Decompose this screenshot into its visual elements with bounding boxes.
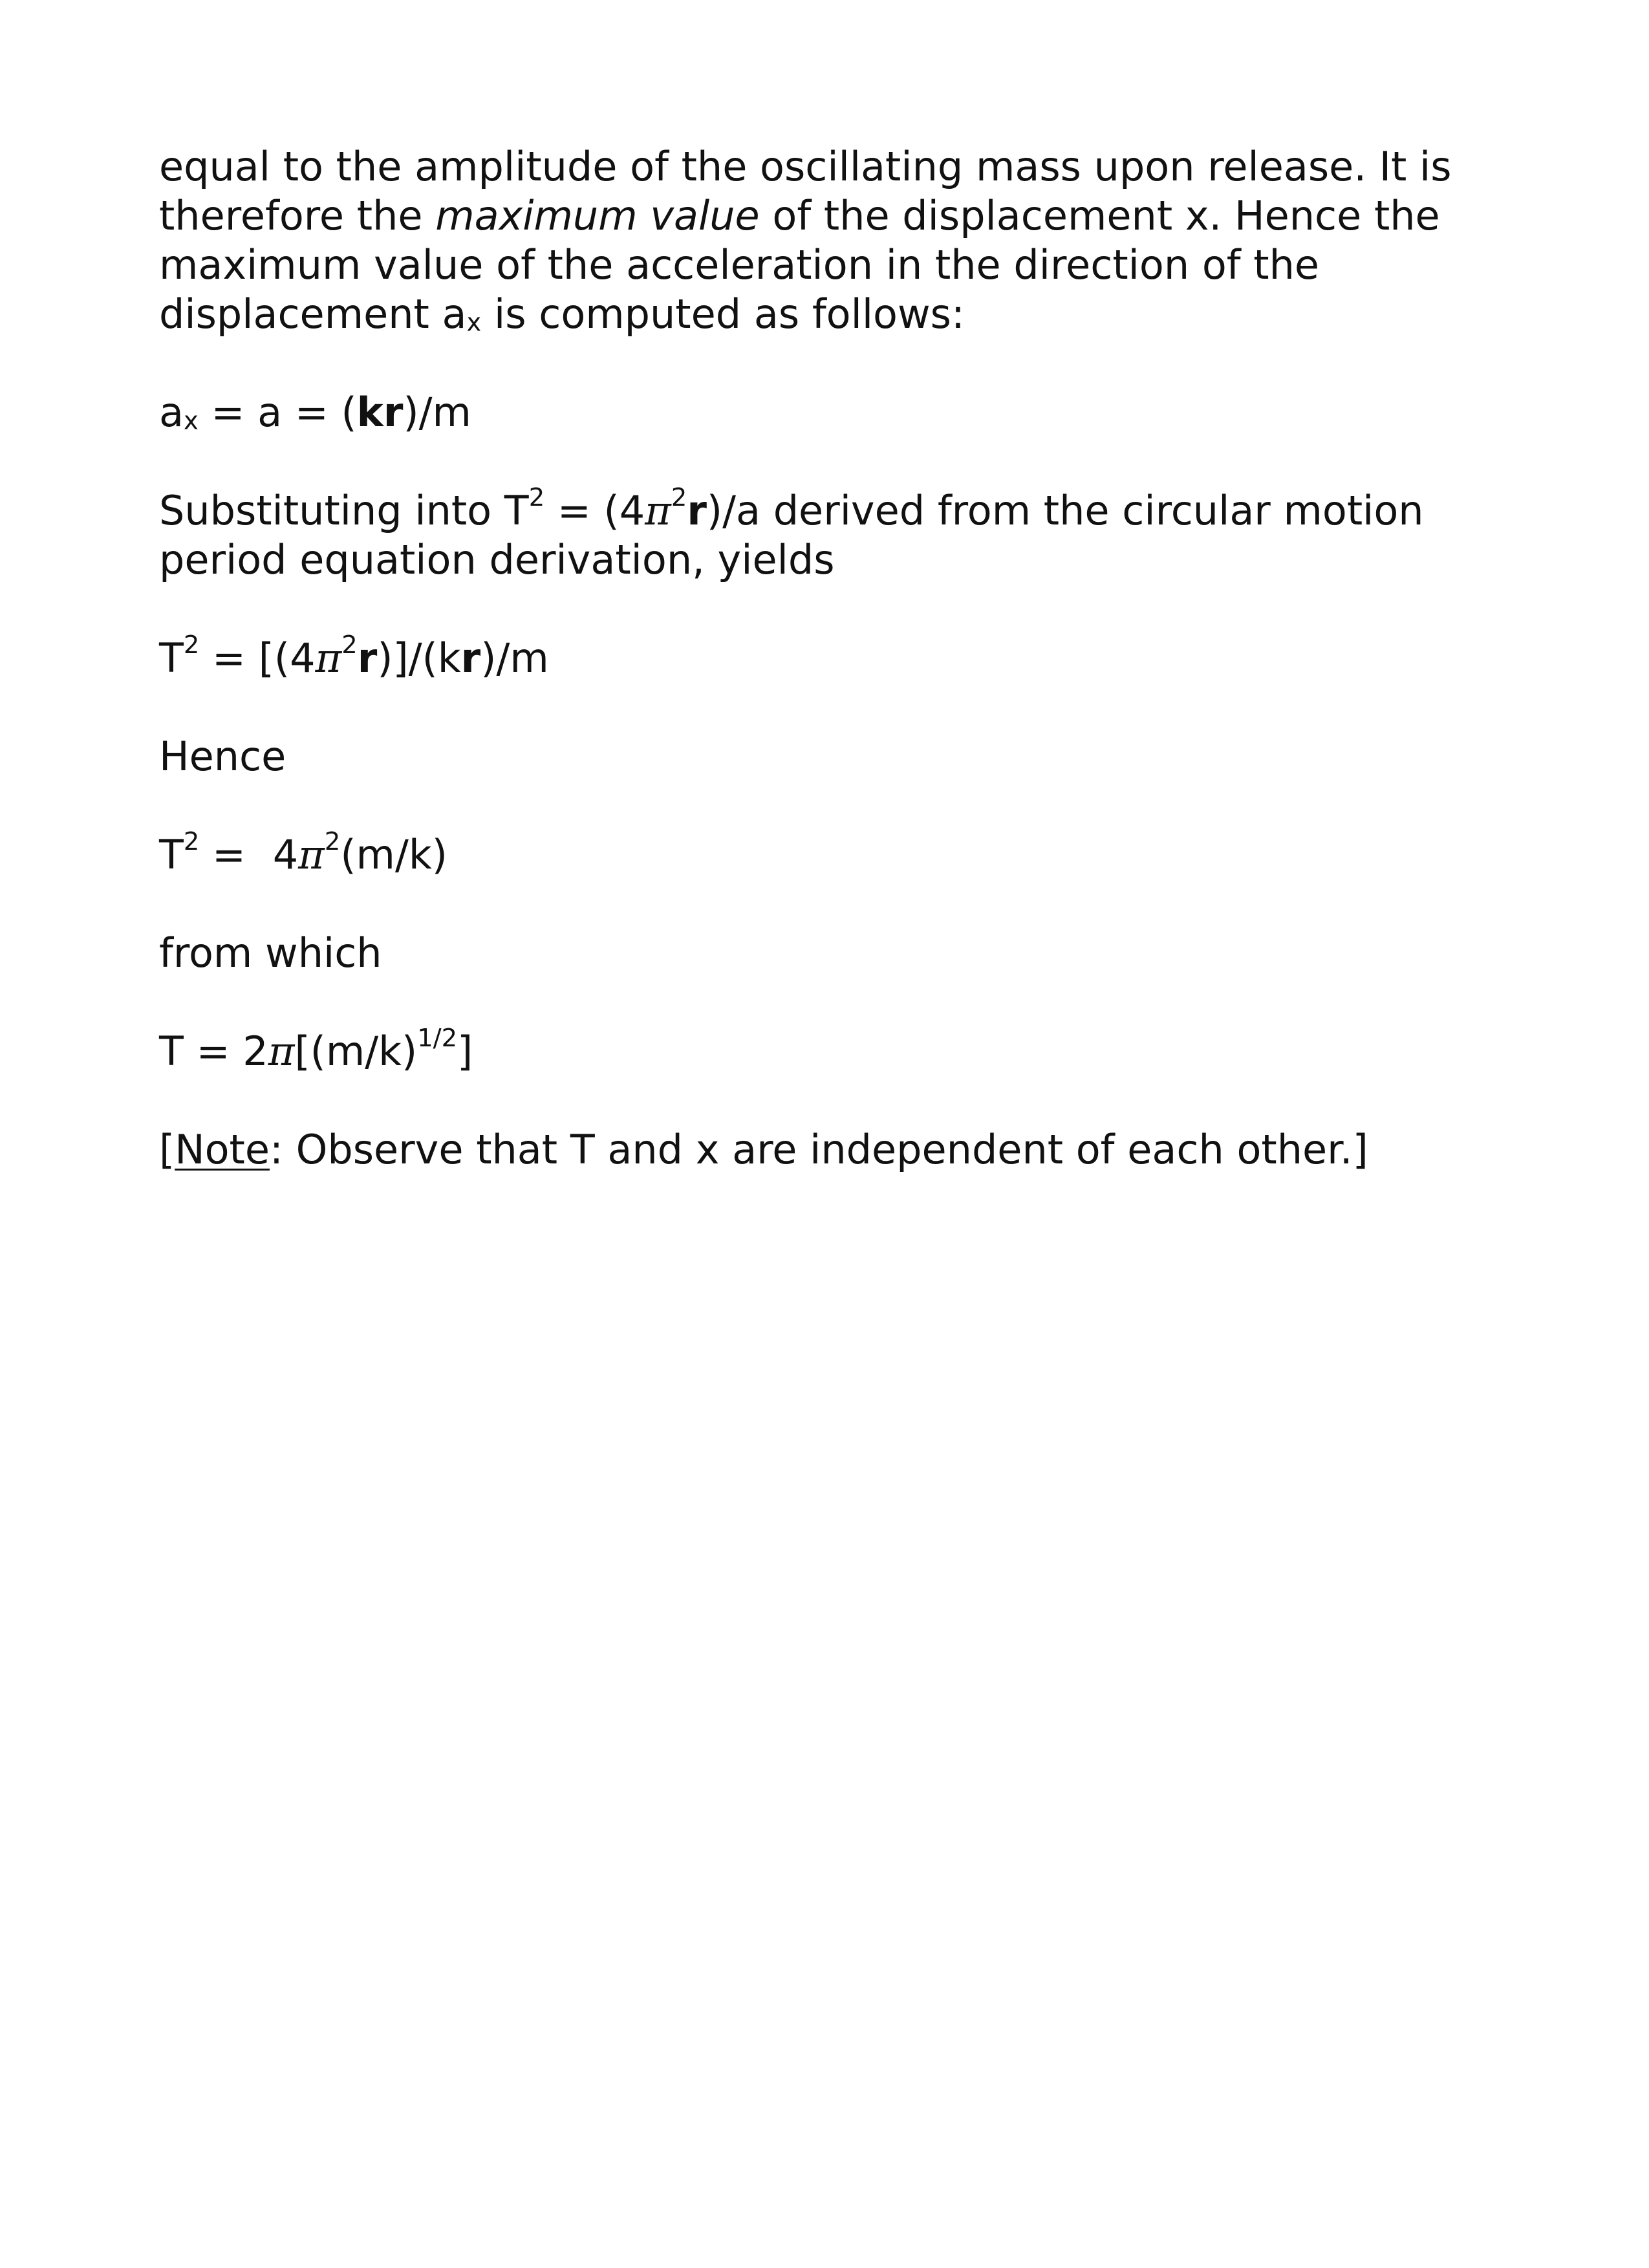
eq1-a: a xyxy=(159,389,184,436)
intro-paragraph xyxy=(159,142,1530,339)
equation-period xyxy=(159,1024,1530,1076)
subst-sup2: 2 xyxy=(671,483,687,513)
eq3-sup2: 2 xyxy=(324,827,341,857)
hence-label: Hence xyxy=(159,733,286,780)
from-which-label: from which xyxy=(159,929,382,977)
intro-text-continued: of the displacement x. Hence the maximum value of the acceleration in the direction of the displacement a xyxy=(159,192,1440,338)
eq2-part2: )]/(k xyxy=(377,634,461,682)
eq2-part1: = [(4 xyxy=(199,634,316,682)
eq2-bold2: r xyxy=(460,634,481,682)
eq4-part1: T = 2 xyxy=(159,1028,268,1075)
note-text: : Observe that T and x are independent of each other.] xyxy=(269,1126,1368,1173)
eq4-part3: ] xyxy=(457,1028,473,1075)
eq2-bold1: r xyxy=(357,634,378,682)
eq4-pi: π xyxy=(268,1028,295,1075)
substituting-paragraph xyxy=(159,483,1530,585)
subst-bold: r xyxy=(687,487,707,534)
eq4-sup: 1/2 xyxy=(417,1024,458,1053)
subst-text-2: = (4 xyxy=(544,487,645,534)
equation-period-squared-simplified xyxy=(159,827,1530,880)
eq2-t: T xyxy=(159,634,184,682)
note-open-bracket: [ xyxy=(159,1126,175,1173)
intro-text-end: is computed as follows: xyxy=(481,290,965,338)
eq3-t: T xyxy=(159,831,184,878)
note-label: Note xyxy=(175,1126,270,1173)
eq2-pi: π xyxy=(315,634,342,682)
subst-text-3: )/a derived from the circular motion period equation derivation, yields xyxy=(159,487,1424,583)
eq3-pi: π xyxy=(298,831,325,878)
page-content xyxy=(159,142,1530,1224)
eq2-part3: )/m xyxy=(480,634,549,682)
eq3-part2: 4 xyxy=(272,831,299,878)
eq4-part2: [(m/k) xyxy=(294,1028,418,1075)
equation-period-squared xyxy=(159,631,1530,683)
eq1-mid: = a = ( xyxy=(198,389,357,436)
equation-acceleration xyxy=(159,388,1530,437)
subst-text: Substituting into T xyxy=(159,487,529,534)
intro-text: equal to the amplitude of the oscillating mass upon release. It is therefore the xyxy=(159,143,1452,239)
eq1-end: )/m xyxy=(403,389,471,436)
intro-emphasis: maximum value xyxy=(435,192,760,239)
eq3-part3: (m/k) xyxy=(340,831,447,878)
eq3-part1: = xyxy=(199,831,259,878)
subst-pi: π xyxy=(645,487,671,534)
eq1-subscript: x xyxy=(184,406,199,436)
eq1-bold: kr xyxy=(356,389,404,436)
eq2-sup2: 2 xyxy=(341,631,358,660)
note-paragraph xyxy=(159,1125,1530,1174)
intro-subscript: x xyxy=(466,308,482,338)
subst-sup1: 2 xyxy=(528,483,545,513)
eq2-sup1: 2 xyxy=(183,631,200,660)
eq3-sup1: 2 xyxy=(183,827,200,857)
